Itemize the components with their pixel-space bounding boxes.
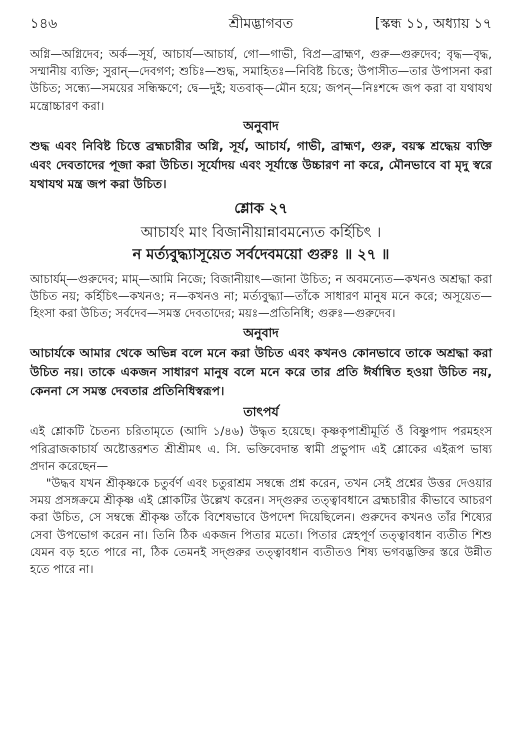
verse-line-2: ন মর্ত্যবুদ্ধ্যাসূয়েত সর্বদেবময়ো গুরুঃ ॥ ২৭ ॥ [132,246,390,263]
translation-heading-1: অনুবাদ [243,117,279,133]
chapter-location: [স্কন্ধ ১১, অধ্যায় ১৭ [374,16,492,32]
synonyms-block-2: আচার্যম্—গুরুদেব; মাম্—আমি নিজে; বিজানীয়াৎ—জানা উচিত; ন অবমন্যেত—কখনও অশ্রদ্ধা করা উচিত নয়; কর্হিচিৎ—কখনও; ন—কখনও না; মর্ত্যবুদ্ধ্যা—তাঁকে সাধারণ মানুষ মনে করে; অসূয়েত—হিংসা করা উচিত; সর্বদেব—সমস্ত দেবতাদের; ময়ঃ—প্রতিনিধি; গুরুঃ—গুরুদেব। [30,271,492,321]
translation-block-1: শুদ্ধ এবং নিবিষ্ট চিত্তে ব্রহ্মচারীর অগ্নি, সূর্য, আচার্য, গাভী, ব্রাহ্মণ, গুরু, বয়স্ক শ্রদ্ধেয় ব্যক্তি এবং দেবতাদের পূজা করা উচিত। সূর্যোদয় এবং সূর্যাস্তে উচ্চারণ না করে, মৌনভাবে বা মৃদু স্বরে যথাযথ মন্ত্র জপ করা উচিত। [30,138,492,191]
page-number: ১৪৬ [30,16,58,32]
sloka-title: শ্লোক ২৭ [234,200,288,217]
verse-line-1: আচার্যং মাং বিজানীয়ান্নাবমন্যেত কর্হিচিৎ । [140,224,382,241]
book-title: শ্রীমদ্ভাগবত [228,16,294,32]
purport-heading: তাৎপর্য [243,404,279,420]
page-content [30,46,492,578]
purport-paragraph-1: এই শ্লোকটি চৈতন্য চরিতামৃতে (আদি ১/৪৬) উদ্ধৃত হয়েছে। কৃষ্ণকৃপাশ্রীমূর্তি ওঁ বিষ্ণুপাদ পরমহংস পরিব্রাজকাচার্য অষ্টোত্তরশত শ্রীশ্রীমৎ এ. সি. ভক্তিবেদান্ত স্বামী প্রভুপাদ এই শ্লোকের এইরূপ ভাষ্য প্রদান করেছেন— [30,424,492,473]
synonyms-block-1: অগ্নি—অগ্নিদেব; অর্ক—সূর্য, আচার্য—আচার্য, গো—গাভী, বিপ্র—ব্রাহ্মণ, গুরু—গুরুদেব; বৃদ্ধ—বৃদ্ধ, সম্মানীয় ব্যক্তি; সুরান্—দেবগণ; শুচিঃ—শুদ্ধ, সমাহিতঃ—নিবিষ্ট চিত্তে; উপাসীত—তার উপাসনা করা উচিত; সন্ধ্যে—সময়ের সন্ধিক্ষণে; দ্বে—দুই; যতবাক্—মৌন হয়ে; জপন্—নিঃশব্দে জপ করা বা যথাযথ মন্ত্রোচ্চারণ করা। [30,47,492,113]
translation-block-2: আচার্যকে আমার থেকে অভিন্ন বলে মনে করা উচিত এবং কখনও কোনভাবে তাকে অশ্রদ্ধা করা উচিত নয়। তাকে একজন সাধারণ মানুষ বলে মনে করে তার প্রতি ঈর্ষান্বিত হওয়া উচিত নয়, কেননা সে সমস্ত দেবতার প্রতিনিধিস্বরূপ। [30,346,492,399]
purport-paragraph-2: "উদ্ধব যখন শ্রীকৃষ্ণকে চতুর্বর্ণ এবং চতুরাশ্রম সম্বন্ধে প্রশ্ন করেন, তখন সেই প্রশ্নের উত্তর দেওয়ার সময় প্রসঙ্গক্রমে শ্রীকৃষ্ণ এই শ্লোকটির উল্লেখ করেন। সদ্গুরুর তত্ত্বাবধানে ব্রহ্মচারীর কীভাবে আচরণ করা উচিত, সে সম্বন্ধে শ্রীকৃষ্ণ তাঁকে বিশেষভাবে উপদেশ দিয়েছিলেন। গুরুদেব কখনও তাঁর শিষ্যের সেবা উপভোগ করেন না। তিনি ঠিক একজন পিতার মতো। পিতার স্নেহপূর্ণ তত্ত্বাবধান ব্যতীত শিশু যেমন বড় হতে পারে না, ঠিক তেমনই সদ্গুরুর তত্ত্বাবধান ব্যতীতও শিষ্য ভগবদ্ভক্তির স্তরে উন্নীত হতে পারে না। [30,476,492,577]
translation-heading-2: অনুবাদ [243,325,279,341]
page-header [30,12,492,34]
